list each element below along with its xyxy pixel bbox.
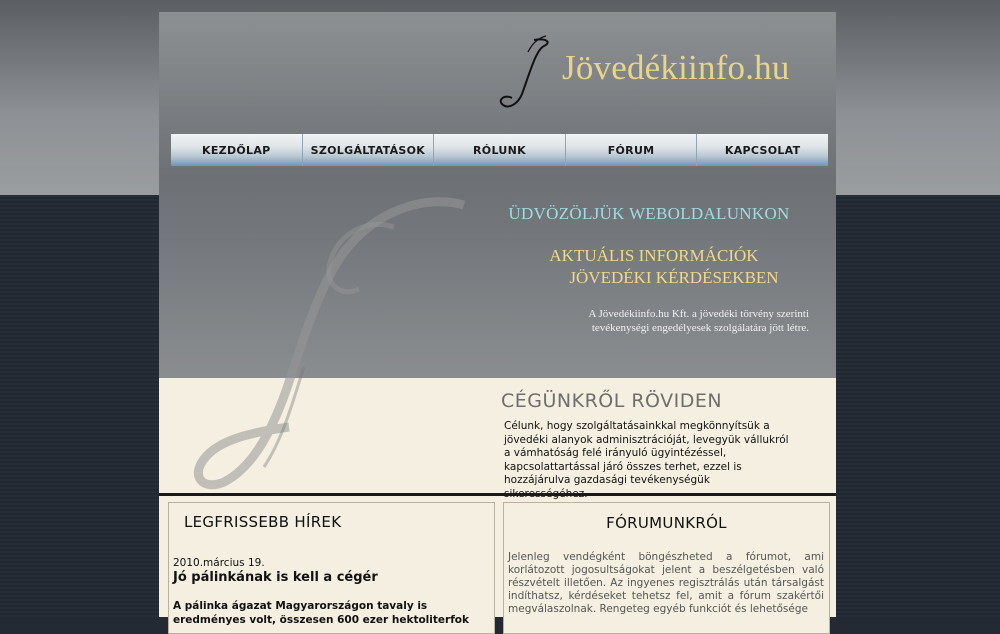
site-logo-text[interactable]: Jövedékiinfo.hu xyxy=(562,48,790,87)
forum-text: Jelenleg vendégként böngészheted a fórumot, ami korlátozott jogosultságokat jelent a beszélgetésben való részvételt illetően. Az ingyenes regisztrálás után társalgást indíthatsz, kérdéseket tehetsz fel, amit a fórum szakértői megválaszolnak. Rengeteg egyéb funkciót és lehetősége xyxy=(508,551,824,615)
forum-title: FÓRUMUNKRÓL xyxy=(606,514,727,532)
hero-intro-line-2: tevékenységi engedélyesek szolgálatára jött létre. xyxy=(591,322,809,334)
hero-intro-line-1: A Jövedékiinfo.hu Kft. a jövedéki törvény szerinti xyxy=(588,308,809,320)
nav-item-contact[interactable]: KAPCSOLAT xyxy=(697,134,828,166)
about-title: CÉGÜNKRŐL RÖVIDEN xyxy=(501,390,723,412)
news-title: LEGFRISSEBB HÍREK xyxy=(184,513,342,531)
hero-headline xyxy=(504,245,804,289)
page-container xyxy=(159,12,836,626)
hero-headline-line-2: JÖVEDÉKI KÉRDÉSEKBEN xyxy=(569,268,779,287)
news-headline-link[interactable]: Jó pálinkának is kell a cégér xyxy=(173,570,378,585)
nav-item-services[interactable]: SZOLGÁLTATÁSOK xyxy=(303,134,435,166)
nav-item-forum[interactable]: FÓRUM xyxy=(566,134,698,166)
main-nav xyxy=(171,134,828,166)
section-divider xyxy=(159,493,836,496)
nav-item-about[interactable]: RÓLUNK xyxy=(434,134,566,166)
forum-box xyxy=(503,502,830,634)
decorative-j-icon xyxy=(194,197,494,492)
logo-j-icon xyxy=(494,32,554,112)
news-date: 2010.március 19. xyxy=(173,557,265,569)
hero-intro xyxy=(539,307,809,335)
news-box xyxy=(168,502,495,634)
news-lead: A pálinka ágazat Magyarországon tavaly is eredményes volt, összesen 600 ezer hektoliterfok xyxy=(173,600,469,626)
welcome-heading: ÜDVÖZÖLJÜK WEBOLDALUNKON xyxy=(508,204,790,223)
nav-item-home[interactable]: KEZDŐLAP xyxy=(171,134,303,166)
hero-headline-line-1: AKTUÁLIS INFORMÁCIÓK xyxy=(549,246,759,265)
about-text: Célunk, hogy szolgáltatásainkkal megkönnyítsük a jövedéki alanyok adminisztrációját, levegyük vállukról a vámhatóság felé irányuló ügyintézéssel, kapcsolattartással járó összes terhet, ezzel is hozzájárulva gazdasági tevékenységük xyxy=(504,420,789,486)
